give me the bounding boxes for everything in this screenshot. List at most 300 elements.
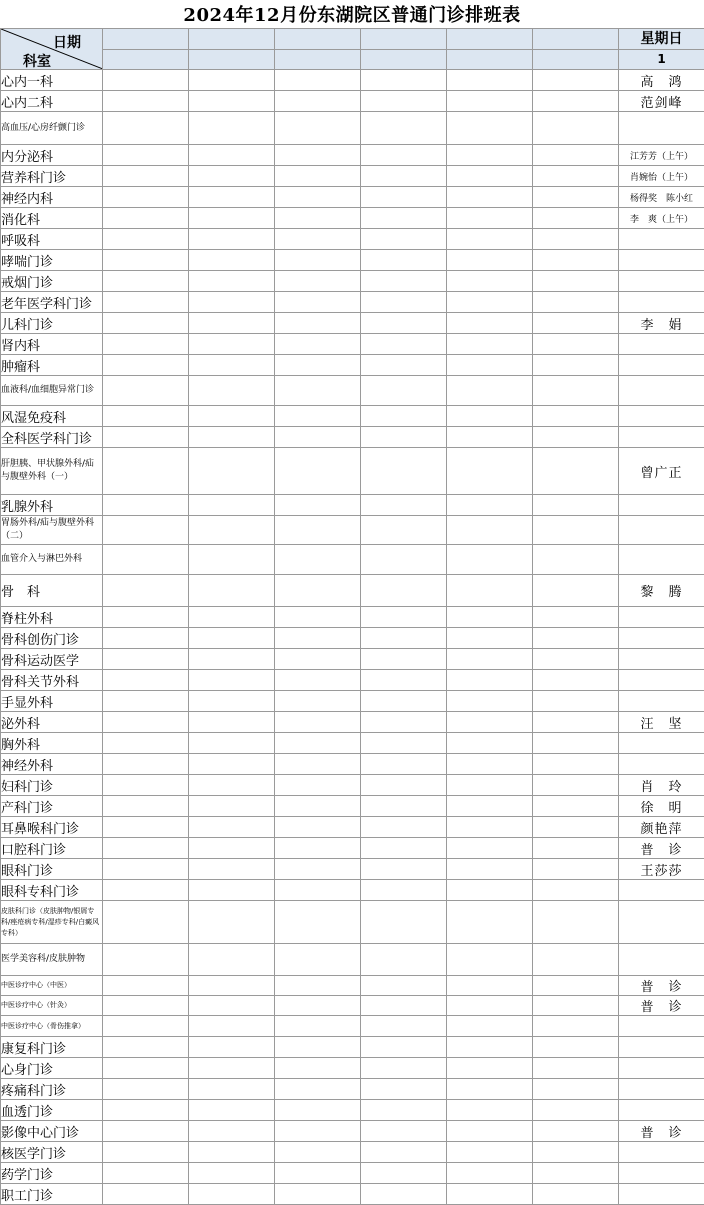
schedule-cell-empty <box>361 649 447 670</box>
doctor-cell-sunday <box>619 516 704 545</box>
doctor-cell-sunday <box>619 1163 704 1184</box>
schedule-cell-empty <box>533 1058 619 1079</box>
schedule-cell-empty <box>447 187 533 208</box>
schedule-cell-empty <box>275 292 361 313</box>
schedule-cell-empty <box>533 187 619 208</box>
schedule-cell-empty <box>103 250 189 271</box>
department-cell: 核医学门诊 <box>1 1142 103 1163</box>
table-row <box>1 1163 704 1184</box>
schedule-cell-empty <box>361 448 447 495</box>
department-cell: 肝胆胰、甲状腺外科/疝与腹壁外科（一） <box>1 448 103 495</box>
schedule-cell-empty <box>189 376 275 406</box>
table-row <box>1 516 704 545</box>
schedule-cell-empty <box>361 944 447 976</box>
schedule-cell-empty <box>275 817 361 838</box>
weekday-sunday: 星期日 <box>619 29 704 50</box>
schedule-cell-empty <box>103 1163 189 1184</box>
table-row <box>1 250 704 271</box>
doctor-cell-sunday: 普 诊 <box>619 976 704 996</box>
schedule-cell-empty <box>275 1184 361 1205</box>
schedule-cell-empty <box>103 691 189 712</box>
schedule-cell-empty <box>103 859 189 880</box>
schedule-cell-empty <box>189 607 275 628</box>
schedule-cell-empty <box>103 1184 189 1205</box>
schedule-cell-empty <box>533 996 619 1016</box>
schedule-cell-empty <box>103 670 189 691</box>
schedule-cell-empty <box>361 880 447 901</box>
schedule-cell-empty <box>533 355 619 376</box>
doctor-cell-sunday <box>619 376 704 406</box>
schedule-cell-empty <box>275 271 361 292</box>
schedule-cell-empty <box>361 271 447 292</box>
schedule-cell-empty <box>361 355 447 376</box>
doctor-cell-sunday: 汪 坚 <box>619 712 704 733</box>
doctor-cell-sunday <box>619 271 704 292</box>
schedule-cell-empty <box>275 691 361 712</box>
schedule-cell-empty <box>361 376 447 406</box>
diagonal-divider <box>1 29 103 69</box>
schedule-cell-empty <box>447 838 533 859</box>
department-label: 科室 <box>23 51 51 70</box>
schedule-cell-empty <box>189 112 275 145</box>
schedule-cell-empty <box>189 355 275 376</box>
schedule-cell-empty <box>275 448 361 495</box>
doctor-cell-sunday <box>619 406 704 427</box>
table-row <box>1 607 704 628</box>
schedule-cell-empty <box>361 91 447 112</box>
schedule-cell-empty <box>361 187 447 208</box>
schedule-cell-empty <box>189 1058 275 1079</box>
schedule-cell-empty <box>275 670 361 691</box>
schedule-cell-empty <box>103 271 189 292</box>
doctor-cell-sunday <box>619 1142 704 1163</box>
schedule-cell-empty <box>361 628 447 649</box>
schedule-cell-empty <box>103 1142 189 1163</box>
schedule-cell-empty <box>447 292 533 313</box>
schedule-cell-empty <box>189 187 275 208</box>
schedule-cell-empty <box>447 628 533 649</box>
schedule-cell-empty <box>275 996 361 1016</box>
department-cell: 口腔科门诊 <box>1 838 103 859</box>
schedule-cell-empty <box>103 427 189 448</box>
schedule-cell-empty <box>533 859 619 880</box>
doctor-cell-sunday: 王莎莎 <box>619 859 704 880</box>
schedule-cell-empty <box>189 649 275 670</box>
schedule-cell-empty <box>533 607 619 628</box>
schedule-cell-empty <box>275 1016 361 1037</box>
table-row <box>1 901 704 944</box>
doctor-cell-sunday <box>619 292 704 313</box>
schedule-cell-empty <box>361 901 447 944</box>
schedule-cell-empty <box>189 754 275 775</box>
schedule-cell-empty <box>103 817 189 838</box>
department-cell: 心内二科 <box>1 91 103 112</box>
department-cell: 骨科关节外科 <box>1 670 103 691</box>
table-row <box>1 817 704 838</box>
schedule-cell-empty <box>361 406 447 427</box>
weekday-cell <box>103 29 189 50</box>
corner-header-cell <box>1 29 103 70</box>
department-cell: 疼痛科门诊 <box>1 1079 103 1100</box>
schedule-cell-empty <box>447 1121 533 1142</box>
schedule-cell-empty <box>275 607 361 628</box>
schedule-cell-empty <box>533 817 619 838</box>
table-row <box>1 1016 704 1037</box>
doctor-cell-sunday <box>619 944 704 976</box>
schedule-cell-empty <box>275 313 361 334</box>
schedule-cell-empty <box>189 1079 275 1100</box>
department-cell: 血管介入与淋巴外科 <box>1 545 103 575</box>
department-cell: 儿科门诊 <box>1 313 103 334</box>
department-cell: 中医诊疗中心（针灸） <box>1 996 103 1016</box>
schedule-cell-empty <box>103 754 189 775</box>
schedule-cell-empty <box>447 406 533 427</box>
doctor-cell-sunday: 颜艳萍 <box>619 817 704 838</box>
schedule-cell-empty <box>275 70 361 91</box>
schedule-cell-empty <box>103 1121 189 1142</box>
schedule-cell-empty <box>447 859 533 880</box>
schedule-cell-empty <box>189 448 275 495</box>
schedule-cell-empty <box>533 448 619 495</box>
department-cell: 眼科专科门诊 <box>1 880 103 901</box>
schedule-cell-empty <box>189 271 275 292</box>
department-cell: 药学门诊 <box>1 1163 103 1184</box>
table-row <box>1 91 704 112</box>
schedule-cell-empty <box>275 733 361 754</box>
doctor-cell-sunday <box>619 628 704 649</box>
schedule-cell-empty <box>533 406 619 427</box>
doctor-cell-sunday <box>619 691 704 712</box>
table-row <box>1 208 704 229</box>
schedule-cell-empty <box>447 901 533 944</box>
department-cell: 泌外科 <box>1 712 103 733</box>
schedule-cell-empty <box>361 1016 447 1037</box>
department-cell: 胸外科 <box>1 733 103 754</box>
schedule-cell-empty <box>361 334 447 355</box>
schedule-cell-empty <box>533 976 619 996</box>
day-number-cell <box>361 50 447 70</box>
schedule-cell-empty <box>103 313 189 334</box>
schedule-cell-empty <box>361 292 447 313</box>
schedule-cell-empty <box>275 901 361 944</box>
table-row <box>1 1058 704 1079</box>
table-row <box>1 1121 704 1142</box>
schedule-cell-empty <box>189 406 275 427</box>
schedule-cell-empty <box>275 880 361 901</box>
schedule-cell-empty <box>189 250 275 271</box>
schedule-cell-empty <box>447 1079 533 1100</box>
department-cell: 骨 科 <box>1 575 103 607</box>
schedule-cell-empty <box>189 229 275 250</box>
table-row <box>1 996 704 1016</box>
table-row <box>1 334 704 355</box>
schedule-cell-empty <box>361 733 447 754</box>
schedule-cell-empty <box>189 575 275 607</box>
schedule-cell-empty <box>103 1079 189 1100</box>
schedule-cell-empty <box>447 355 533 376</box>
schedule-cell-empty <box>361 545 447 575</box>
schedule-cell-empty <box>189 670 275 691</box>
doctor-cell-sunday: 黎 腾 <box>619 575 704 607</box>
doctor-cell-sunday: 徐 明 <box>619 796 704 817</box>
schedule-cell-empty <box>447 775 533 796</box>
schedule-cell-empty <box>447 376 533 406</box>
department-cell: 脊柱外科 <box>1 607 103 628</box>
department-cell: 医学美容科/皮肤肿物 <box>1 944 103 976</box>
schedule-cell-empty <box>533 495 619 516</box>
schedule-cell-empty <box>275 649 361 670</box>
table-row <box>1 628 704 649</box>
schedule-cell-empty <box>447 649 533 670</box>
schedule-cell-empty <box>361 775 447 796</box>
schedule-cell-empty <box>189 145 275 166</box>
table-row <box>1 292 704 313</box>
schedule-cell-empty <box>103 1037 189 1058</box>
table-row <box>1 1184 704 1205</box>
schedule-cell-empty <box>275 187 361 208</box>
schedule-cell-empty <box>533 145 619 166</box>
table-row <box>1 691 704 712</box>
department-cell: 哮喘门诊 <box>1 250 103 271</box>
schedule-cell-empty <box>533 670 619 691</box>
schedule-cell-empty <box>189 91 275 112</box>
schedule-cell-empty <box>103 1100 189 1121</box>
schedule-cell-empty <box>103 901 189 944</box>
doctor-cell-sunday <box>619 1016 704 1037</box>
schedule-cell-empty <box>447 313 533 334</box>
schedule-cell-empty <box>447 427 533 448</box>
schedule-cell-empty <box>447 754 533 775</box>
schedule-cell-empty <box>275 712 361 733</box>
schedule-cell-empty <box>103 733 189 754</box>
doctor-cell-sunday: 杨得奖 陈小红 <box>619 187 704 208</box>
schedule-cell-empty <box>103 880 189 901</box>
schedule-cell-empty <box>533 754 619 775</box>
table-row <box>1 1142 704 1163</box>
schedule-cell-empty <box>103 976 189 996</box>
schedule-cell-empty <box>361 495 447 516</box>
schedule-cell-empty <box>447 1163 533 1184</box>
schedule-cell-empty <box>103 292 189 313</box>
doctor-cell-sunday: 普 诊 <box>619 838 704 859</box>
table-row <box>1 712 704 733</box>
table-row <box>1 355 704 376</box>
schedule-cell-empty <box>275 427 361 448</box>
department-cell: 影像中心门诊 <box>1 1121 103 1142</box>
schedule-cell-empty <box>189 996 275 1016</box>
schedule-cell-empty <box>361 996 447 1016</box>
schedule-cell-empty <box>189 880 275 901</box>
doctor-cell-sunday: 江芳芳（上午） <box>619 145 704 166</box>
schedule-cell-empty <box>533 313 619 334</box>
department-cell: 胃肠外科/疝与腹壁外科（二） <box>1 516 103 545</box>
schedule-cell-empty <box>447 691 533 712</box>
table-row <box>1 775 704 796</box>
schedule-cell-empty <box>189 313 275 334</box>
schedule-cell-empty <box>447 334 533 355</box>
doctor-cell-sunday: 肖婉怡（上午） <box>619 166 704 187</box>
schedule-cell-empty <box>533 944 619 976</box>
table-row <box>1 944 704 976</box>
schedule-cell-empty <box>189 1184 275 1205</box>
schedule-cell-empty <box>275 1079 361 1100</box>
schedule-cell-empty <box>447 575 533 607</box>
schedule-cell-empty <box>447 1016 533 1037</box>
schedule-cell-empty <box>189 712 275 733</box>
weekday-cell <box>533 29 619 50</box>
schedule-cell-empty <box>533 1184 619 1205</box>
schedule-cell-empty <box>447 670 533 691</box>
schedule-cell-empty <box>275 495 361 516</box>
department-cell: 骨科创伤门诊 <box>1 628 103 649</box>
schedule-cell-empty <box>275 145 361 166</box>
schedule-cell-empty <box>189 796 275 817</box>
table-row <box>1 1100 704 1121</box>
schedule-cell-empty <box>189 901 275 944</box>
doctor-cell-sunday <box>619 754 704 775</box>
schedule-cell-empty <box>275 1058 361 1079</box>
schedule-cell-empty <box>275 516 361 545</box>
schedule-cell-empty <box>533 880 619 901</box>
schedule-cell-empty <box>103 712 189 733</box>
department-cell: 康复科门诊 <box>1 1037 103 1058</box>
schedule-cell-empty <box>447 944 533 976</box>
schedule-cell-empty <box>189 427 275 448</box>
schedule-cell-empty <box>275 775 361 796</box>
schedule-cell-empty <box>103 376 189 406</box>
schedule-cell-empty <box>103 838 189 859</box>
schedule-cell-empty <box>103 545 189 575</box>
schedule-cell-empty <box>533 229 619 250</box>
schedule-cell-empty <box>361 166 447 187</box>
doctor-cell-sunday <box>619 901 704 944</box>
department-cell: 妇科门诊 <box>1 775 103 796</box>
schedule-cell-empty <box>189 775 275 796</box>
schedule-cell-empty <box>275 838 361 859</box>
schedule-cell-empty <box>275 859 361 880</box>
doctor-cell-sunday: 肖 玲 <box>619 775 704 796</box>
weekday-cell <box>189 29 275 50</box>
schedule-cell-empty <box>533 733 619 754</box>
schedule-cell-empty <box>189 1037 275 1058</box>
table-row <box>1 376 704 406</box>
schedule-cell-empty <box>189 944 275 976</box>
day-number-sunday: 1 <box>619 50 704 70</box>
schedule-cell-empty <box>275 575 361 607</box>
schedule-cell-empty <box>103 775 189 796</box>
department-cell: 产科门诊 <box>1 796 103 817</box>
schedule-cell-empty <box>533 1079 619 1100</box>
schedule-cell-empty <box>533 271 619 292</box>
schedule-cell-empty <box>533 292 619 313</box>
schedule-cell-empty <box>275 754 361 775</box>
table-row <box>1 495 704 516</box>
department-cell: 肿瘤科 <box>1 355 103 376</box>
day-number-cell <box>275 50 361 70</box>
schedule-cell-empty <box>275 112 361 145</box>
doctor-cell-sunday <box>619 1184 704 1205</box>
department-cell: 全科医学科门诊 <box>1 427 103 448</box>
schedule-cell-empty <box>275 944 361 976</box>
department-cell: 心身门诊 <box>1 1058 103 1079</box>
schedule-cell-empty <box>361 1058 447 1079</box>
schedule-cell-empty <box>447 1184 533 1205</box>
department-cell: 神经外科 <box>1 754 103 775</box>
schedule-cell-empty <box>275 1142 361 1163</box>
doctor-cell-sunday <box>619 1058 704 1079</box>
schedule-cell-empty <box>533 112 619 145</box>
schedule-cell-empty <box>189 691 275 712</box>
schedule-cell-empty <box>103 187 189 208</box>
table-row <box>1 427 704 448</box>
schedule-cell-empty <box>189 1016 275 1037</box>
schedule-cell-empty <box>533 1100 619 1121</box>
schedule-cell-empty <box>275 376 361 406</box>
department-cell: 呼吸科 <box>1 229 103 250</box>
schedule-cell-empty <box>361 838 447 859</box>
table-row <box>1 976 704 996</box>
table-row <box>1 406 704 427</box>
schedule-cell-empty <box>447 91 533 112</box>
doctor-cell-sunday <box>619 334 704 355</box>
schedule-cell-empty <box>533 649 619 670</box>
schedule-cell-empty <box>361 1184 447 1205</box>
schedule-cell-empty <box>361 712 447 733</box>
doctor-cell-sunday: 范剑峰 <box>619 91 704 112</box>
schedule-cell-empty <box>361 70 447 91</box>
department-cell: 中医诊疗中心（中医） <box>1 976 103 996</box>
schedule-cell-empty <box>275 166 361 187</box>
schedule-cell-empty <box>447 796 533 817</box>
table-row <box>1 796 704 817</box>
schedule-cell-empty <box>189 516 275 545</box>
schedule-cell-empty <box>189 1163 275 1184</box>
schedule-cell-empty <box>275 1037 361 1058</box>
schedule-cell-empty <box>533 250 619 271</box>
table-row <box>1 733 704 754</box>
header-row-2 <box>1 50 704 70</box>
table-row <box>1 859 704 880</box>
department-cell: 心内一科 <box>1 70 103 91</box>
table-row <box>1 545 704 575</box>
table-row <box>1 271 704 292</box>
doctor-cell-sunday: 普 诊 <box>619 1121 704 1142</box>
schedule-cell-empty <box>361 313 447 334</box>
schedule-cell-empty <box>275 229 361 250</box>
table-row <box>1 575 704 607</box>
schedule-cell-empty <box>103 166 189 187</box>
table-row <box>1 187 704 208</box>
schedule-cell-empty <box>189 976 275 996</box>
department-cell: 神经内科 <box>1 187 103 208</box>
date-label: 日期 <box>53 32 81 52</box>
schedule-cell-empty <box>103 70 189 91</box>
schedule-cell-empty <box>447 1037 533 1058</box>
day-number-cell <box>103 50 189 70</box>
schedule-cell-empty <box>361 976 447 996</box>
page-title: 2024年12月份东湖院区普通门诊排班表 <box>0 0 704 28</box>
table-row <box>1 70 704 91</box>
schedule-cell-empty <box>189 1100 275 1121</box>
day-number-cell <box>189 50 275 70</box>
schedule-cell-empty <box>533 775 619 796</box>
schedule-cell-empty <box>103 145 189 166</box>
doctor-cell-sunday <box>619 670 704 691</box>
schedule-cell-empty <box>103 607 189 628</box>
schedule-cell-empty <box>189 838 275 859</box>
schedule-cell-empty <box>361 516 447 545</box>
table-row <box>1 754 704 775</box>
